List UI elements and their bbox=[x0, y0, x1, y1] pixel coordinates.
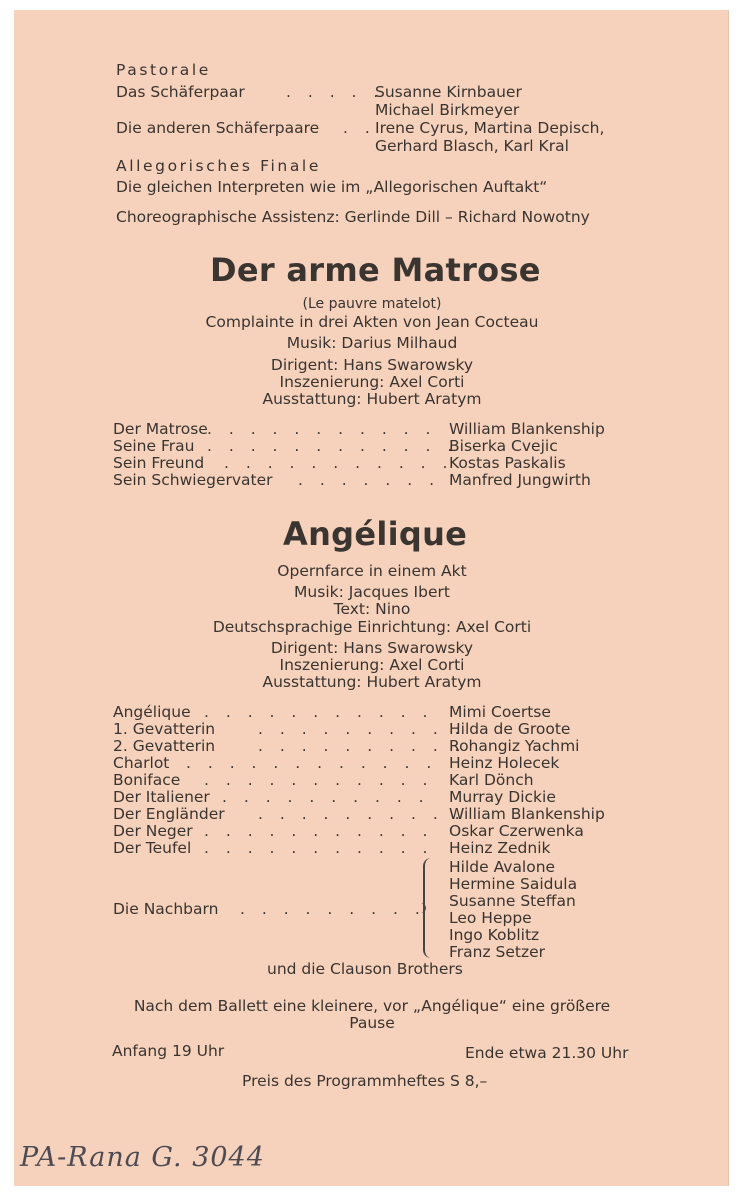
subtitle-line: Complainte in drei Akten von Jean Cocteau bbox=[205, 313, 539, 331]
leader-dots: . . . . . . . . . . . . bbox=[186, 754, 438, 772]
cast-name: Franz Setzer bbox=[449, 943, 546, 961]
cast-name: Leo Heppe bbox=[449, 909, 532, 927]
role-label: Boniface bbox=[113, 771, 181, 789]
role-label: 2. Gevatterin bbox=[113, 737, 216, 755]
credit-line: Text: Nino bbox=[333, 600, 411, 618]
cast-name: Michael Birkmeyer bbox=[375, 101, 520, 119]
leader-dots: . . . . . . . . . . bbox=[258, 737, 466, 755]
leader-dots: . . . . . bbox=[286, 83, 385, 101]
role-label: Der Teufel bbox=[113, 839, 192, 857]
cast-name: Hilda de Groote bbox=[449, 720, 571, 738]
cast-name: Mimi Coertse bbox=[449, 703, 551, 721]
cast-name: Kostas Paskalis bbox=[449, 454, 566, 472]
role-label: Angélique bbox=[113, 703, 191, 721]
cast-name: Murray Dickie bbox=[449, 788, 556, 806]
role-label: Der Engländer bbox=[113, 805, 225, 823]
pause-note: Nach dem Ballett eine kleinere, vor „Angélique“ eine größere bbox=[133, 997, 611, 1015]
role-label: Der Neger bbox=[113, 822, 193, 840]
cast-name: Biserka Cvejic bbox=[449, 437, 558, 455]
leader-dots: . . . . . . . . . . . bbox=[204, 822, 434, 840]
cast-name: William Blankenship bbox=[449, 420, 605, 438]
cast-name: Ingo Koblitz bbox=[449, 926, 540, 944]
role-label: Die anderen Schäferpaare bbox=[116, 119, 320, 137]
subtitle-line: (Le pauvre matelot) bbox=[302, 296, 442, 312]
curly-brace-tip bbox=[416, 903, 426, 913]
credit-line: Dirigent: Hans Swarowsky bbox=[270, 356, 474, 374]
cast-name: Susanne Steffan bbox=[449, 892, 576, 910]
cast-name: Irene Cyrus, Martina Depisch, bbox=[375, 119, 605, 137]
leader-dots: . . . . . . . . . . . bbox=[204, 771, 434, 789]
role-label: 1. Gevatterin bbox=[113, 720, 216, 738]
credit-line: Ausstattung: Hubert Aratym bbox=[262, 673, 482, 691]
role-label: Das Schäferpaar bbox=[116, 83, 245, 101]
credit-line: Dirigent: Hans Swarowsky bbox=[270, 639, 474, 657]
leader-dots: . . bbox=[343, 119, 376, 137]
cast-name: Manfred Jungwirth bbox=[449, 471, 591, 489]
role-label: Seine Frau bbox=[113, 437, 195, 455]
choreo-credit: Choreographische Assistenz: Gerlinde Dill – Richard Nowotny bbox=[116, 208, 590, 226]
leader-dots: . . . . . . . . . . bbox=[258, 720, 466, 738]
role-label: Charlot bbox=[113, 754, 170, 772]
role-label: Sein Schwiegervater bbox=[113, 471, 273, 489]
archive-handwriting: PA-Rana G. 3044 bbox=[20, 1142, 265, 1173]
cast-name: Oskar Czerwenka bbox=[449, 822, 584, 840]
role-label: Sein Freund bbox=[113, 454, 205, 472]
cast-name: Rohangiz Yachmi bbox=[449, 737, 580, 755]
credit-line: Inszenierung: Axel Corti bbox=[279, 373, 465, 391]
cast-name: Hilde Avalone bbox=[449, 858, 556, 876]
opera-title-angelique: Angélique bbox=[283, 515, 468, 553]
role-label: Der Italiener bbox=[113, 788, 210, 806]
leader-dots: . . . . . . . . . . . bbox=[204, 703, 434, 721]
end-time: Ende etwa 21.30 Uhr bbox=[465, 1044, 629, 1062]
cast-name: William Blankenship bbox=[449, 805, 605, 823]
credit-line: Ausstattung: Hubert Aratym bbox=[262, 390, 482, 408]
finale-heading: Allegorisches Finale bbox=[116, 157, 321, 175]
program-price: Preis des Programmheftes S 8,– bbox=[242, 1072, 488, 1090]
credit-line: Musik: Darius Milhaud bbox=[286, 334, 458, 352]
credit-line: Inszenierung: Axel Corti bbox=[279, 656, 465, 674]
leader-dots: . . . . . . . . . . bbox=[222, 788, 430, 806]
pause-note: Pause bbox=[349, 1014, 395, 1032]
credit-line: Musik: Jacques Ibert bbox=[294, 583, 450, 601]
finale-note: Die gleichen Interpreten wie im „Allegorischen Auftakt“ bbox=[116, 178, 548, 196]
cast-name: Karl Dönch bbox=[449, 771, 534, 789]
start-time: Anfang 19 Uhr bbox=[112, 1042, 225, 1060]
cast-name: Heinz Zednik bbox=[449, 839, 551, 857]
cast-name: Gerhard Blasch, Karl Kral bbox=[375, 137, 569, 155]
pastorale-heading: Pastorale bbox=[116, 61, 211, 79]
opera-title-matrose: Der arme Matrose bbox=[210, 251, 541, 289]
leader-dots: . . . . . . . . . . . bbox=[207, 420, 437, 438]
cast-name: Heinz Holecek bbox=[449, 754, 560, 772]
credit-line: Deutschsprachige Einrichtung: Axel Corti bbox=[212, 618, 532, 636]
leader-dots: . . . . . . . . . bbox=[240, 900, 426, 918]
role-label: Der Matrose bbox=[113, 420, 208, 438]
leader-dots: . . . . . . . . . . . bbox=[224, 454, 454, 472]
leader-dots: . . . . . . . . . . . bbox=[204, 839, 434, 857]
cast-name: Hermine Saidula bbox=[449, 875, 578, 893]
clauson-line: und die Clauson Brothers bbox=[267, 960, 463, 978]
leader-dots: . . . . . . . bbox=[298, 471, 441, 489]
role-label: Die Nachbarn bbox=[113, 900, 219, 918]
leader-dots: . . . . . . . . . . . . bbox=[207, 437, 459, 455]
cast-name: Susanne Kirnbauer bbox=[375, 83, 522, 101]
subtitle-line: Opernfarce in einem Akt bbox=[277, 562, 467, 580]
leader-dots: . . . . . . . . . . bbox=[258, 805, 466, 823]
